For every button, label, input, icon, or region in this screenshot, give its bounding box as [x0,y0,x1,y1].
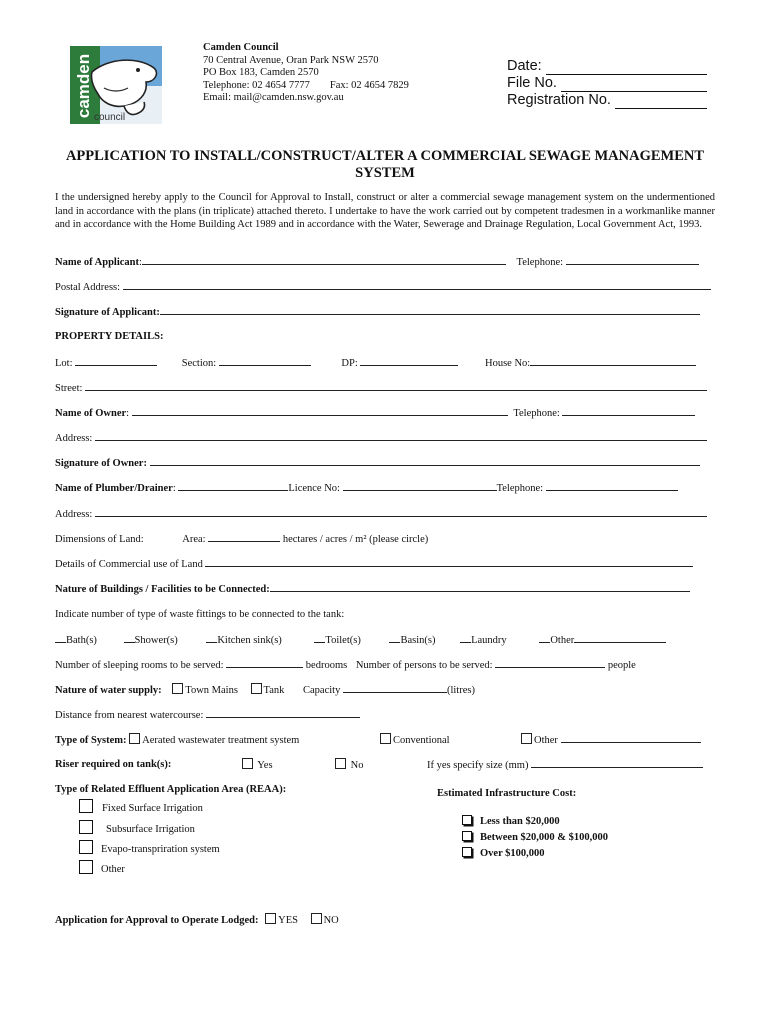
licence-no-field[interactable] [343,481,497,491]
applicant-telephone-field[interactable] [566,255,699,265]
system-type-row [55,733,715,747]
registration-no-field[interactable] [615,96,707,109]
street-label: Street: [55,383,83,394]
council-telephone: Telephone: 02 4654 7777 [203,79,310,91]
riser-yes-checkbox[interactable] [242,758,253,769]
sleeping-rooms-field[interactable] [226,658,303,668]
operate-no-checkbox[interactable] [311,913,322,924]
plumber-row: Name of Plumber/Drainer: Licence No: Telephone: [55,481,715,495]
people-label: people [607,660,636,671]
bedrooms-label: bedrooms [305,660,348,671]
riser-no-checkbox[interactable] [335,758,346,769]
town-mains-checkbox[interactable] [172,683,183,694]
commercial-use-field[interactable] [205,557,693,567]
riser-no-label: No [350,760,364,771]
council-email: Email: mail@camden.nsw.gov.au [203,92,344,103]
other-system-label: Other [534,735,558,746]
bath-count-field[interactable] [55,633,66,643]
reaa-subsurface-label: Subsurface Irrigation [106,824,195,835]
owner-name-row: Name of Owner: Telephone: [55,406,715,420]
capacity-field[interactable] [343,683,447,693]
cost-label: Estimated Infrastructure Cost: [437,788,577,799]
buildings-field[interactable] [270,582,690,592]
applicant-name-field[interactable] [142,255,506,265]
laundry-label: Laundry [471,635,507,646]
persons-field[interactable] [495,658,605,668]
litres-label: (litres) [446,685,475,696]
cost-option-over-100k: Over $100,000 [462,847,545,861]
owner-signature-field[interactable] [150,456,700,466]
camden-council-logo [68,42,164,128]
toilet-count-field[interactable] [314,633,325,643]
plumber-name-label: Name of Plumber/Drainer [55,483,173,494]
logo-wordmark: camden [74,53,93,119]
section-label: Section: [181,358,217,369]
operate-yes-checkbox[interactable] [265,913,276,924]
watercourse-row [55,708,715,722]
owner-address-field[interactable] [95,431,707,441]
licence-no-label: Licence No: [288,483,340,494]
operate-row [55,913,715,927]
file-no-field[interactable] [561,79,707,92]
basin-count-field[interactable] [389,633,400,643]
laundry-count-field[interactable] [460,633,471,643]
cost-20k-100k-checkbox[interactable] [462,831,472,841]
lot-label: Lot: [55,358,73,369]
land-dimensions-row [55,532,715,546]
cost-option-20k-100k: Between $20,000 & $100,000 [462,831,608,845]
dp-label: DP: [341,358,358,369]
postal-address-label: Postal Address: [55,282,121,293]
logo-subtitle: council [94,112,126,123]
operate-label: Application for Approval to Operate Lodged: [55,915,259,926]
applicant-name-label: Name of Applicant [55,257,139,268]
aerated-label: Aerated wastewater treatment system [142,735,300,746]
postal-address-row [55,280,715,294]
plumber-telephone-field[interactable] [546,481,678,491]
reaa-other-label: Other [101,864,125,875]
other-system-checkbox[interactable] [521,733,532,744]
capacity-label: Capacity [303,685,341,696]
council-street: 70 Central Avenue, Oran Park NSW 2570 [203,54,379,66]
registration-no-label: Registration No. [507,92,611,108]
system-type-label: Type of System: [55,735,127,746]
owner-address-row [55,431,715,445]
office-use-box [507,58,707,109]
shower-count-field[interactable] [124,633,135,643]
owner-signature-label: Signature of Owner: [55,458,147,469]
declaration-text: I the undersigned hereby apply to the Council for Approval to Install, construct or alter a commercial sewage management system on the undermentioned land in accordance with the plans (in triplicate) attached thereto. I undertake to have the work carried out by competent tradesmen in a workmanlike manner and in accordance with the Home Building Act 1989 and in accordance with the Water, Sewerage and Drainage Regulation, Local Government Act, 1993. [55,192,715,230]
kitchen-count-field[interactable] [206,633,217,643]
riser-label: Riser required on tank(s): [55,759,172,770]
basin-label: Basin(s) [400,635,436,646]
area-field[interactable] [208,532,280,542]
commercial-use-row [55,557,715,571]
council-name: Camden Council [203,42,279,53]
reaa-fixed-label: Fixed Surface Irrigation [102,803,203,814]
applicant-signature-row [55,305,715,319]
toilet-label: Toilet(s) [325,635,361,646]
riser-size-field[interactable] [531,758,703,768]
reaa-label: Type of Related Effluent Application Area (REAA): [55,784,287,795]
dimensions-label: Dimensions of Land: [55,534,144,545]
plumber-name-field[interactable] [178,481,288,491]
property-details-heading: PROPERTY DETAILS: [55,331,164,342]
fittings-row [55,633,715,647]
dp-field[interactable] [360,356,458,366]
cost-under-20k-checkbox[interactable] [462,815,472,825]
owner-address-label: Address: [55,433,93,444]
other-fitting-field[interactable] [574,633,666,643]
plumber-address-label: Address: [55,509,93,520]
owner-telephone-field[interactable] [562,406,695,416]
sleeping-rooms-label: Number of sleeping rooms to be served: [55,660,224,671]
owner-name-field[interactable] [132,406,508,416]
water-supply-label: Nature of water supply: [55,685,162,696]
house-no-field[interactable] [530,356,696,366]
riser-yes-label: Yes [257,760,273,771]
reaa-evapo-label: Evapo-transpriration system [101,844,220,855]
area-units-label: hectares / acres / m² (please circle) [282,534,429,545]
town-mains-label: Town Mains [185,685,238,696]
street-field[interactable] [85,381,707,391]
reaa-subsurface-checkbox[interactable] [79,820,93,834]
file-no-label: File No. [507,75,557,91]
lot-field[interactable] [75,356,157,366]
watercourse-field[interactable] [206,708,360,718]
fittings-intro: Indicate number of type of waste fittings to be connected to the tank: [55,609,345,620]
cost-option-under-20k: Less than $20,000 [462,815,560,829]
other-system-field[interactable] [561,733,701,743]
shower-label: Shower(s) [134,635,178,646]
area-label: Area: [182,534,206,545]
other-fitting-count-field[interactable] [539,633,550,643]
occupancy-row [55,658,715,672]
water-supply-row [55,683,715,697]
applicant-name-row: Name of Applicant: Telephone: [55,255,715,269]
applicant-signature-field[interactable] [160,305,700,315]
property-lot-row [55,356,715,370]
owner-name-label: Name of Owner [55,408,127,419]
reaa-evapo-checkbox[interactable] [79,840,93,854]
form-title: APPLICATION TO INSTALL/CONSTRUCT/ALTER A COMMERCIAL SEWAGE MANAGEMENT SYSTEM [65,148,705,181]
conventional-label: Conventional [393,735,450,746]
street-row [55,381,715,395]
reaa-other-checkbox[interactable] [79,860,93,874]
plumber-address-field[interactable] [95,507,707,517]
plumber-telephone-label: Telephone: [496,483,544,494]
riser-size-label: If yes specify size (mm) [427,760,529,771]
watercourse-label: Distance from nearest watercourse: [55,710,204,721]
owner-telephone-label: Telephone: [513,408,560,419]
date-field[interactable] [546,62,707,75]
bath-label: Bath(s) [66,635,97,646]
cost-over-100k-checkbox[interactable] [462,847,472,857]
date-label: Date: [507,58,542,74]
riser-row [55,758,715,771]
council-fax: Fax: 02 4654 7829 [329,79,409,91]
conventional-checkbox[interactable] [380,733,391,744]
section-field[interactable] [219,356,311,366]
owner-signature-row [55,456,715,470]
house-no-label: House No: [485,358,531,369]
applicant-telephone-label: Telephone: [516,257,564,268]
commercial-use-label: Details of Commercial use of Land [55,559,203,570]
applicant-signature-label: Signature of Applicant: [55,307,160,318]
council-po-box: PO Box 183, Camden 2570 [203,67,319,78]
plumber-address-row [55,507,715,521]
aerated-checkbox[interactable] [129,733,140,744]
buildings-row [55,582,715,596]
tank-label: Tank [263,685,285,696]
postal-address-field[interactable] [123,280,711,290]
tank-checkbox[interactable] [251,683,262,694]
council-address [203,42,463,105]
buildings-label: Nature of Buildings / Facilities to be Connected: [55,584,270,595]
operate-yes-label: YES [278,915,298,926]
persons-label: Number of persons to be served: [355,660,493,671]
kitchen-label: Kitchen sink(s) [217,635,282,646]
operate-no-label: NO [323,915,339,926]
other-fitting-label: Other [550,635,575,646]
reaa-fixed-checkbox[interactable] [79,799,93,813]
